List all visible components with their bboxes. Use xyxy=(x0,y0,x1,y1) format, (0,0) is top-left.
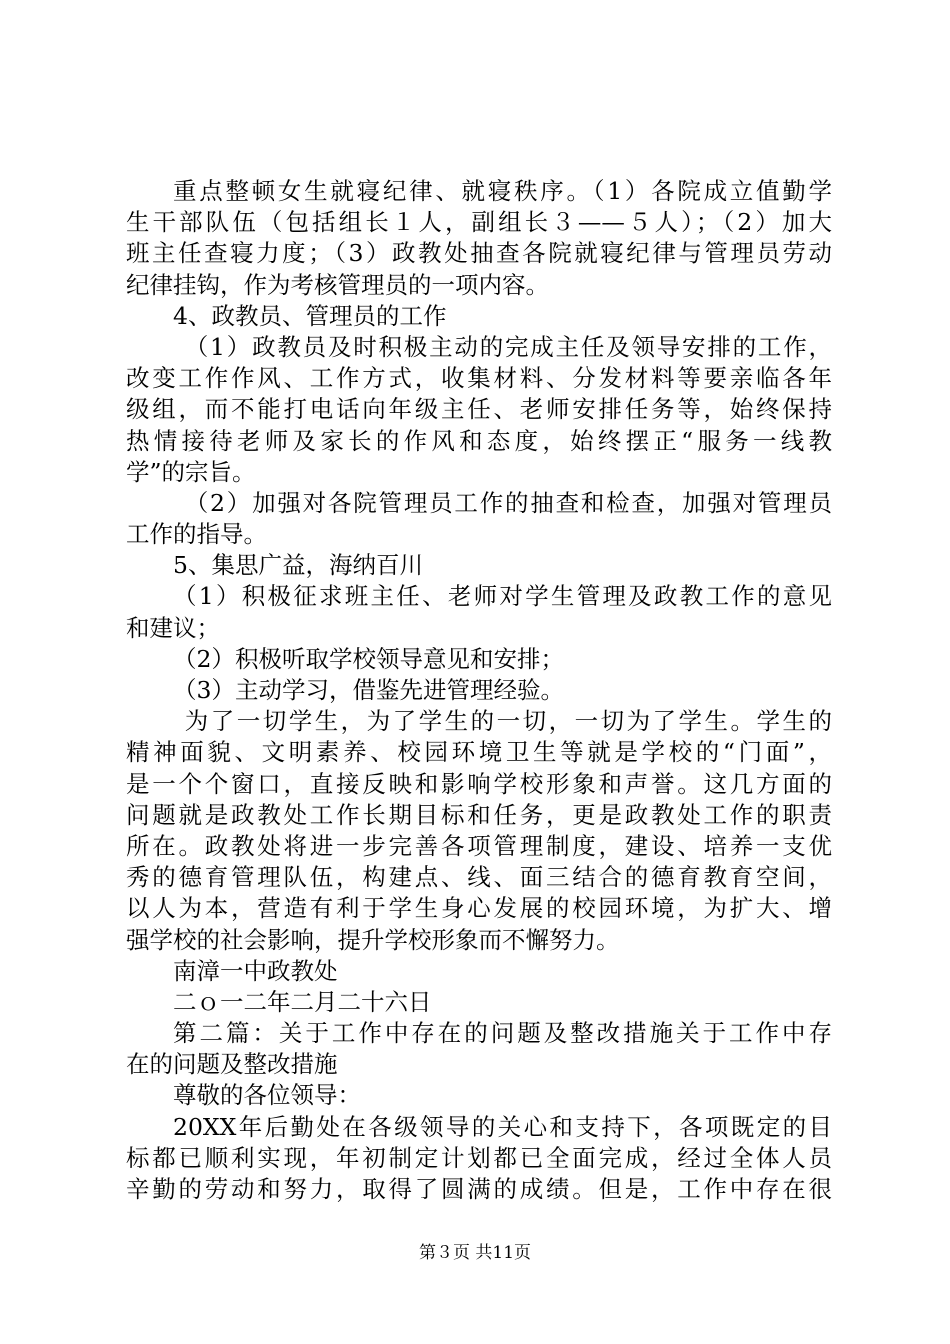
text-line: 标都已顺利实现，年初制定计划都已全面完成，经过全体人员 xyxy=(126,1143,832,1172)
text-line: 二ｏ一二年二月二十六日 xyxy=(173,987,432,1016)
text-line: 问题就是政教处工作长期目标和任务，更是政教处工作的职责 xyxy=(126,800,832,829)
document-body xyxy=(126,176,832,1205)
text-line: 纪律挂钩，作为考核管理员的一项内容。 xyxy=(126,270,549,299)
text-line: 南漳一中政教处 xyxy=(173,956,338,985)
text-line: 以人为本，营造有利于学生身心发展的校园环境，为扩大、增 xyxy=(126,894,832,923)
text-line: 所在。政教处将进一步完善各项管理制度，建设、培养一支优 xyxy=(126,831,832,860)
text-line: 改变工作作风、工作方式，收集材料、分发材料等要亲临各年 xyxy=(126,364,832,393)
text-line: 5、集思广益，海纳百川 xyxy=(173,551,423,580)
text-line: 4、政教员、管理员的工作 xyxy=(173,301,447,330)
text-line: 级组，而不能打电话向年级主任、老师安排任务等，始终保持 xyxy=(126,395,832,424)
text-line: 第二篇：关于工作中存在的问题及整改措施关于工作中存 xyxy=(173,1019,832,1048)
text-line: （2）加强对各院管理员工作的抽查和检查，加强对管理员 xyxy=(184,488,832,517)
text-line: 班主任查寝力度；（3）政教处抽查各院就寝纪律与管理员劳动 xyxy=(126,239,832,268)
text-line: 和建议； xyxy=(126,613,220,642)
page-footer: 第３页 共11页 xyxy=(418,1243,532,1263)
text-line: 为了一切学生，为了学生的一切，一切为了学生。学生的 xyxy=(184,707,832,736)
text-line: 精神面貌、文明素养、校园环境卫生等就是学校的“门面”， xyxy=(126,738,832,767)
text-line: 秀的德育管理队伍，构建点、线、面三结合的德育教育空间， xyxy=(126,863,832,892)
text-line: 学”的宗旨。 xyxy=(126,457,256,486)
text-line: 尊敬的各位领导： xyxy=(173,1081,361,1110)
text-line: 生干部队伍（包括组长１人，副组长３——５人）；（2）加大 xyxy=(126,208,832,237)
text-line: 工作的指导。 xyxy=(126,520,267,549)
text-line: 强学校的社会影响，提升学校形象而不懈努力。 xyxy=(126,925,620,954)
text-line: （3）主动学习，借鉴先进管理经验。 xyxy=(173,676,564,704)
text-line: 热情接待老师及家长的作风和态度，始终摆正“服务一线教 xyxy=(126,426,832,455)
text-line: 在的问题及整改措施 xyxy=(126,1050,338,1079)
text-line: 重点整顿女生就寝纪律、就寝秩序。（1）各院成立值勤学 xyxy=(173,177,832,205)
text-line: （1）积极征求班主任、老师对学生管理及政教工作的意见 xyxy=(173,582,832,611)
text-line: 辛勤的劳动和努力，取得了圆满的成绩。但是，工作中存在很 xyxy=(126,1175,832,1203)
text-line: 20XX年后勤处在各级领导的关心和支持下，各项既定的目 xyxy=(173,1112,832,1141)
text-line: （2）积极听取学校领导意见和安排； xyxy=(173,644,564,673)
text-line: 是一个个窗口，直接反映和影响学校形象和声誉。这几方面的 xyxy=(126,769,832,798)
text-line: （1）政教员及时积极主动的完成主任及领导安排的工作， xyxy=(184,332,832,361)
